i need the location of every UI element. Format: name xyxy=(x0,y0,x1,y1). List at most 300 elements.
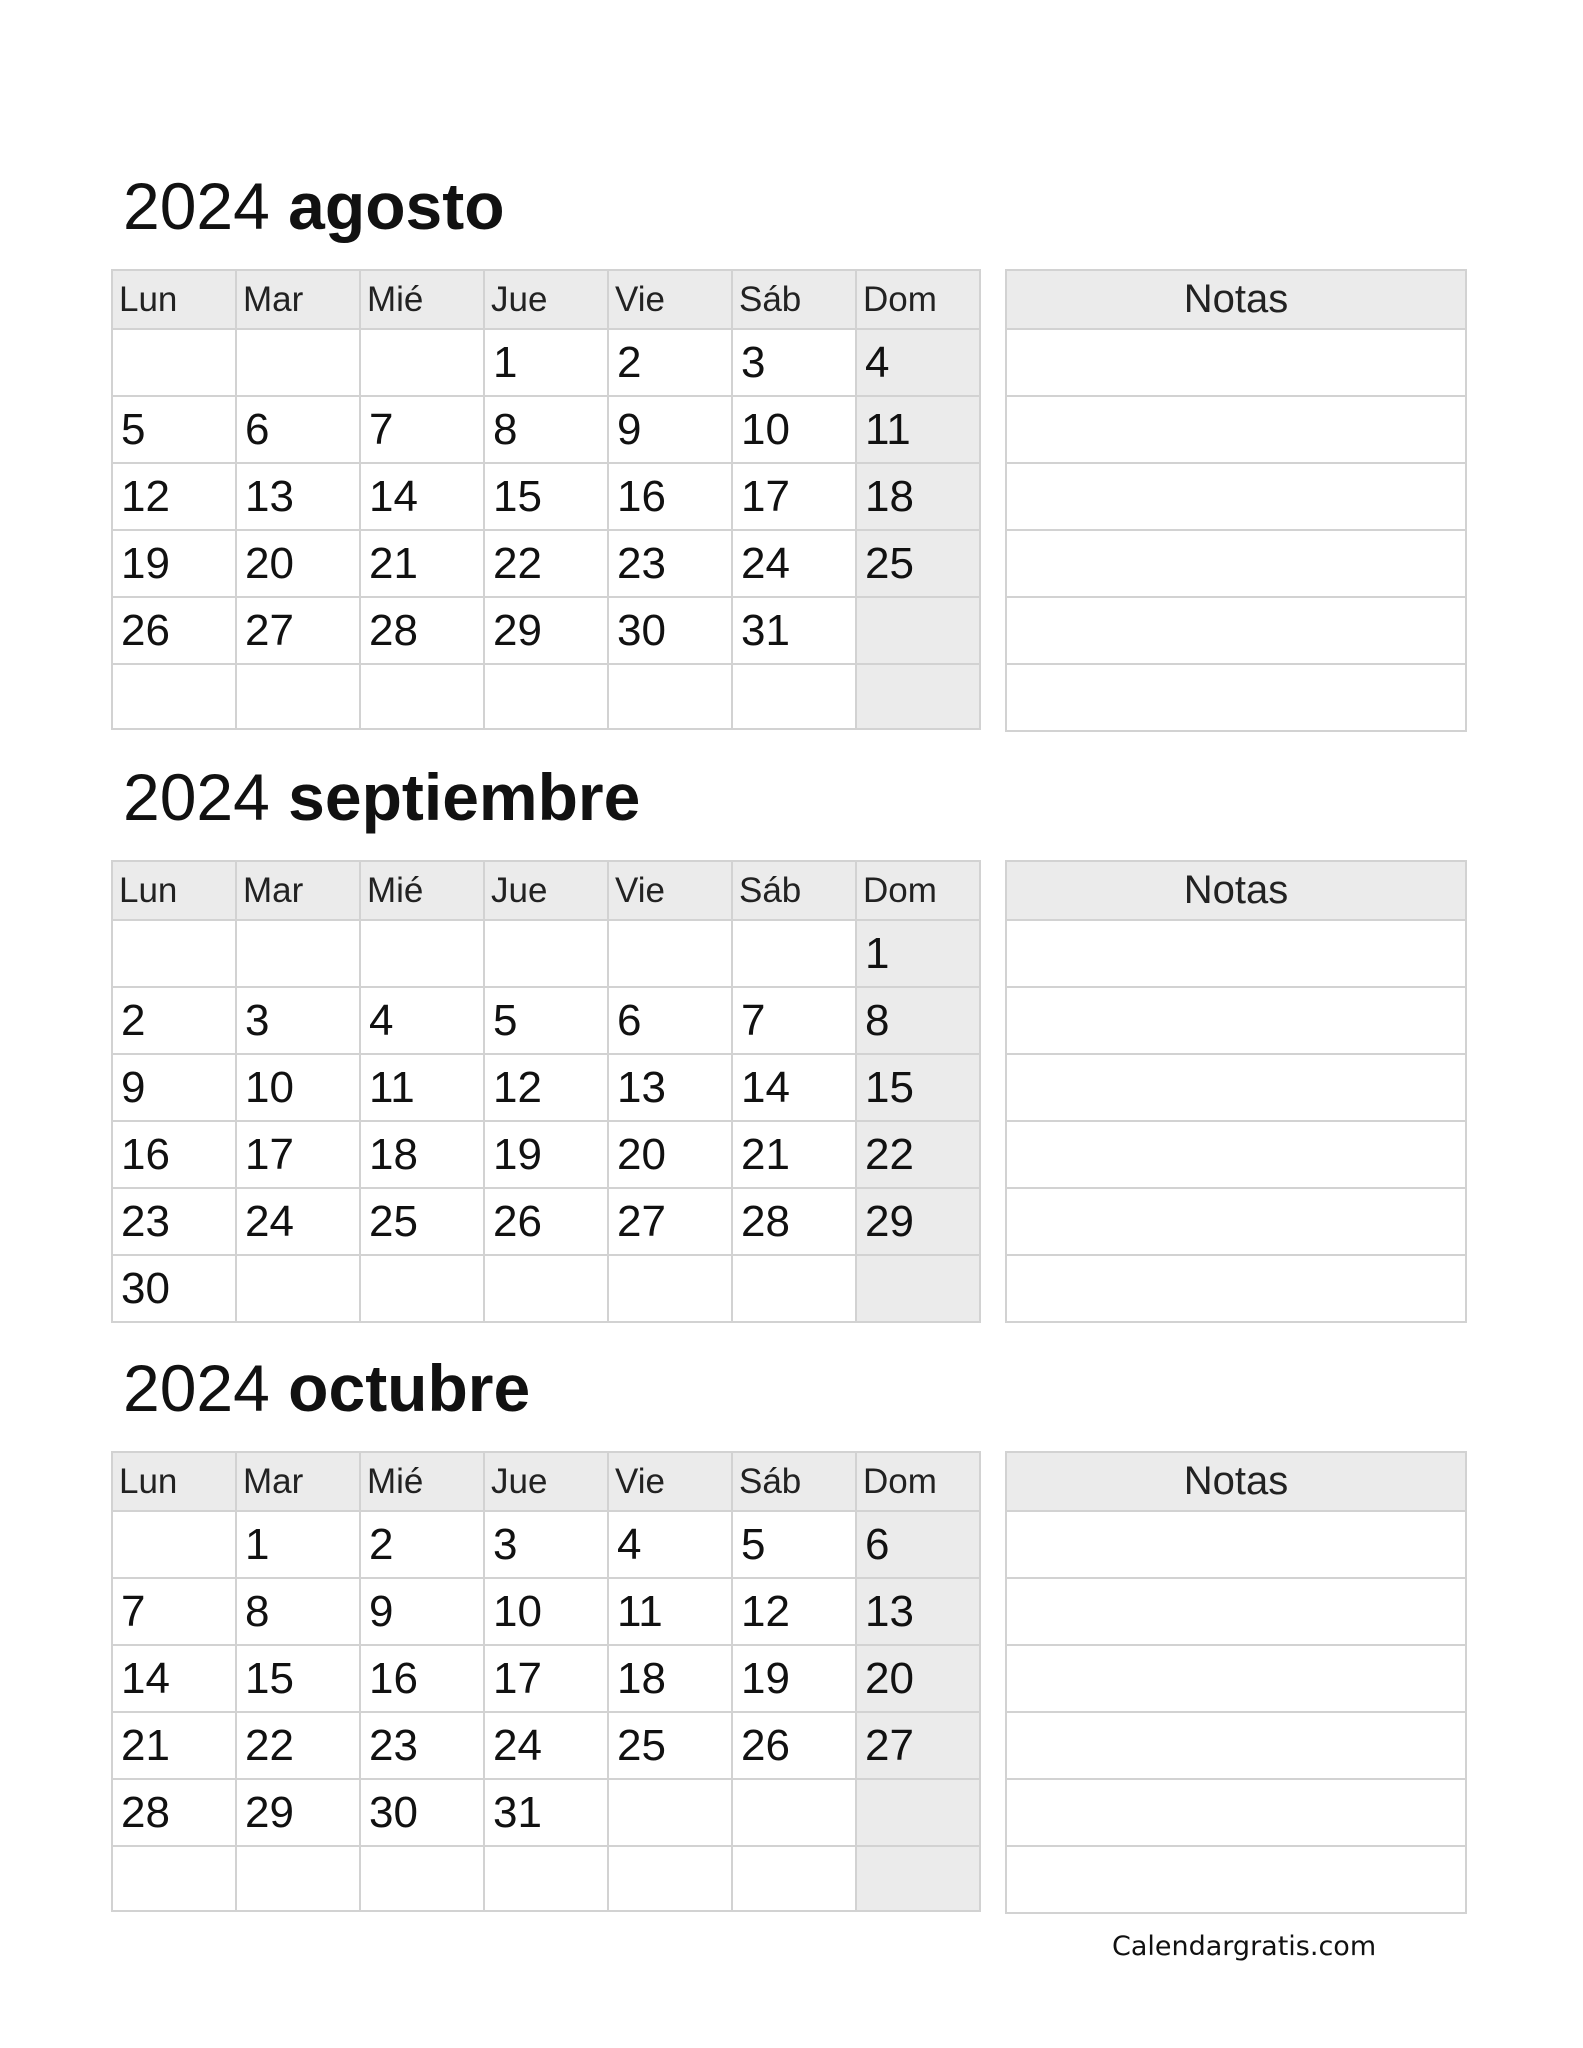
notes-line-cell xyxy=(1006,1255,1466,1322)
day-cell xyxy=(236,530,360,597)
notes-line xyxy=(1006,1121,1466,1188)
month-year: 2024 xyxy=(123,1351,270,1425)
day-number: 15 xyxy=(493,472,542,521)
notes-line xyxy=(1006,1054,1466,1121)
day-number: 5 xyxy=(121,405,146,454)
notes-line xyxy=(1006,396,1466,463)
notes-label: Notas xyxy=(1006,270,1466,329)
day-number: 2 xyxy=(369,1520,394,1569)
day-number: 7 xyxy=(741,996,766,1045)
day-cell xyxy=(360,1712,484,1779)
day-cell xyxy=(484,987,608,1054)
day-cell-sunday xyxy=(856,1712,980,1779)
week-row xyxy=(112,920,980,987)
day-number: 25 xyxy=(617,1721,666,1770)
day-number: 1 xyxy=(493,338,518,387)
day-cell-sunday xyxy=(856,1255,980,1322)
day-number: 18 xyxy=(617,1654,666,1703)
weekday-header-row xyxy=(112,270,980,329)
day-cell xyxy=(112,1645,236,1712)
day-cell xyxy=(360,463,484,530)
day-cell-sunday xyxy=(856,1779,980,1846)
weekday-header-cell xyxy=(484,1452,608,1511)
day-cell xyxy=(484,1255,608,1322)
notes-line xyxy=(1006,597,1466,664)
month-title xyxy=(123,168,505,244)
day-cell-sunday xyxy=(856,463,980,530)
day-cell xyxy=(608,1054,732,1121)
day-number: 13 xyxy=(617,1063,666,1112)
day-number: 3 xyxy=(493,1520,518,1569)
notes-label: Notas xyxy=(1006,1452,1466,1511)
day-number: 30 xyxy=(617,606,666,655)
calendar-grid xyxy=(111,860,981,1323)
month-title xyxy=(123,759,640,835)
week-row xyxy=(112,1645,980,1712)
day-number: 18 xyxy=(865,472,914,521)
weekday-label: Mié xyxy=(367,871,424,910)
day-cell xyxy=(484,664,608,729)
day-number: 11 xyxy=(617,1587,663,1636)
week-row xyxy=(112,329,980,396)
day-number: 7 xyxy=(121,1587,146,1636)
day-number: 31 xyxy=(741,606,790,655)
weekday-header-cell xyxy=(360,1452,484,1511)
weekday-label: Mar xyxy=(243,1462,304,1501)
month-name: octubre xyxy=(288,1351,531,1425)
day-number: 1 xyxy=(865,929,890,978)
weekday-header-row xyxy=(112,1452,980,1511)
day-cell xyxy=(360,396,484,463)
day-number: 1 xyxy=(245,1520,270,1569)
notes-line xyxy=(1006,920,1466,987)
day-number: 15 xyxy=(245,1654,294,1703)
day-cell xyxy=(608,396,732,463)
notes-line xyxy=(1006,1511,1466,1578)
notes-line-cell xyxy=(1006,463,1466,530)
day-cell xyxy=(112,664,236,729)
day-cell xyxy=(112,1846,236,1911)
site-credit: Calendargratis.com xyxy=(1112,1931,1377,1962)
day-cell xyxy=(360,1054,484,1121)
day-cell xyxy=(484,463,608,530)
day-cell xyxy=(112,1188,236,1255)
day-number: 4 xyxy=(369,996,394,1045)
weekday-header-cell xyxy=(236,1452,360,1511)
month-name: agosto xyxy=(288,169,505,243)
day-number: 30 xyxy=(121,1264,170,1313)
day-number: 19 xyxy=(493,1130,542,1179)
day-cell xyxy=(484,1645,608,1712)
week-row xyxy=(112,987,980,1054)
day-number: 7 xyxy=(369,405,394,454)
week-row xyxy=(112,1054,980,1121)
day-cell xyxy=(112,1511,236,1578)
day-cell xyxy=(360,1846,484,1911)
day-cell xyxy=(360,1779,484,1846)
day-cell xyxy=(732,1779,856,1846)
day-cell xyxy=(608,1779,732,1846)
weekday-label: Mié xyxy=(367,1462,424,1501)
day-number: 23 xyxy=(617,539,666,588)
day-number: 21 xyxy=(121,1721,170,1770)
week-row xyxy=(112,597,980,664)
day-number: 16 xyxy=(617,472,666,521)
week-row xyxy=(112,664,980,729)
weekday-label: Lun xyxy=(119,871,178,910)
notes-line xyxy=(1006,1846,1466,1913)
day-cell xyxy=(484,1511,608,1578)
day-number: 15 xyxy=(865,1063,914,1112)
week-row xyxy=(112,1121,980,1188)
weekday-label: Vie xyxy=(615,1462,665,1501)
day-number: 14 xyxy=(121,1654,170,1703)
notes-line-cell xyxy=(1006,1054,1466,1121)
day-cell xyxy=(608,920,732,987)
weekday-label: Dom xyxy=(863,280,937,319)
day-cell xyxy=(608,1121,732,1188)
weekday-label: Vie xyxy=(615,871,665,910)
day-number: 14 xyxy=(369,472,418,521)
day-cell xyxy=(608,597,732,664)
day-number: 23 xyxy=(121,1197,170,1246)
day-number: 9 xyxy=(369,1587,394,1636)
notes-line-cell xyxy=(1006,1511,1466,1578)
day-cell xyxy=(484,530,608,597)
month-year: 2024 xyxy=(123,169,270,243)
weekday-header-cell xyxy=(856,861,980,920)
weekday-label: Mar xyxy=(243,871,304,910)
day-number: 13 xyxy=(865,1587,914,1636)
day-cell xyxy=(236,597,360,664)
day-cell xyxy=(732,1054,856,1121)
day-number: 26 xyxy=(121,606,170,655)
day-cell xyxy=(732,1511,856,1578)
day-cell xyxy=(484,920,608,987)
day-number: 18 xyxy=(369,1130,418,1179)
day-cell xyxy=(112,1054,236,1121)
notes-line xyxy=(1006,463,1466,530)
day-cell xyxy=(236,1846,360,1911)
day-number: 2 xyxy=(121,996,146,1045)
notes-line-cell xyxy=(1006,396,1466,463)
notes-label: Notas xyxy=(1006,861,1466,920)
notes-line xyxy=(1006,1779,1466,1846)
notes-line xyxy=(1006,987,1466,1054)
day-number: 29 xyxy=(865,1197,914,1246)
week-row xyxy=(112,530,980,597)
day-number: 30 xyxy=(369,1788,418,1837)
calendar-grid xyxy=(111,1451,981,1912)
day-number: 4 xyxy=(865,338,890,387)
day-cell xyxy=(608,530,732,597)
day-cell xyxy=(112,530,236,597)
day-cell xyxy=(112,1779,236,1846)
day-cell xyxy=(732,329,856,396)
day-number: 24 xyxy=(493,1721,542,1770)
notes-line-cell xyxy=(1006,1712,1466,1779)
day-cell xyxy=(732,1255,856,1322)
weekday-header-cell xyxy=(484,861,608,920)
notes-line-cell xyxy=(1006,530,1466,597)
day-cell xyxy=(236,329,360,396)
day-cell-sunday xyxy=(856,1121,980,1188)
day-number: 17 xyxy=(493,1654,542,1703)
day-cell xyxy=(608,1645,732,1712)
day-cell xyxy=(732,530,856,597)
month-title xyxy=(123,1350,530,1426)
day-number: 10 xyxy=(493,1587,542,1636)
day-number: 27 xyxy=(617,1197,666,1246)
day-cell xyxy=(732,664,856,729)
day-cell xyxy=(608,1511,732,1578)
weekday-header-cell xyxy=(360,270,484,329)
notes-line-cell xyxy=(1006,1188,1466,1255)
day-cell xyxy=(236,920,360,987)
day-number: 5 xyxy=(741,1520,766,1569)
day-cell xyxy=(360,530,484,597)
notes-line xyxy=(1006,664,1466,731)
day-cell xyxy=(608,1188,732,1255)
notes-line xyxy=(1006,1712,1466,1779)
day-number: 24 xyxy=(741,539,790,588)
day-number: 29 xyxy=(245,1788,294,1837)
weekday-label: Lun xyxy=(119,280,178,319)
day-number: 11 xyxy=(865,405,911,454)
day-cell xyxy=(608,664,732,729)
day-number: 14 xyxy=(741,1063,790,1112)
day-number: 4 xyxy=(617,1520,642,1569)
notes-line xyxy=(1006,1255,1466,1322)
day-cell xyxy=(112,920,236,987)
notes-line xyxy=(1006,329,1466,396)
weekday-header-cell xyxy=(112,270,236,329)
week-row xyxy=(112,463,980,530)
day-cell xyxy=(608,987,732,1054)
notes-box xyxy=(1005,269,1467,732)
notes-line-cell xyxy=(1006,664,1466,731)
weekday-header-cell xyxy=(112,1452,236,1511)
week-row xyxy=(112,1578,980,1645)
week-row xyxy=(112,1712,980,1779)
day-cell xyxy=(112,1578,236,1645)
day-number: 26 xyxy=(741,1721,790,1770)
day-cell xyxy=(360,1511,484,1578)
notes-line xyxy=(1006,1188,1466,1255)
day-cell xyxy=(732,920,856,987)
day-number: 6 xyxy=(865,1520,890,1569)
day-number: 28 xyxy=(741,1197,790,1246)
day-cell xyxy=(732,1645,856,1712)
weekday-header-cell xyxy=(732,270,856,329)
day-cell xyxy=(360,664,484,729)
day-cell xyxy=(360,1255,484,1322)
day-cell xyxy=(608,1255,732,1322)
weekday-header-cell xyxy=(856,270,980,329)
day-cell xyxy=(236,1578,360,1645)
week-row xyxy=(112,1846,980,1911)
day-number: 12 xyxy=(121,472,170,521)
week-row xyxy=(112,1255,980,1322)
day-cell xyxy=(360,920,484,987)
day-cell xyxy=(236,396,360,463)
weekday-label: Mar xyxy=(243,280,304,319)
day-cell xyxy=(484,1188,608,1255)
day-number: 22 xyxy=(245,1721,294,1770)
day-cell xyxy=(360,1121,484,1188)
day-cell-sunday xyxy=(856,329,980,396)
day-cell xyxy=(484,1054,608,1121)
day-number: 17 xyxy=(741,472,790,521)
notes-line-cell xyxy=(1006,597,1466,664)
weekday-label: Jue xyxy=(491,1462,548,1501)
day-cell-sunday xyxy=(856,597,980,664)
weekday-header-cell xyxy=(608,1452,732,1511)
day-cell xyxy=(112,1255,236,1322)
notes-line-cell xyxy=(1006,1779,1466,1846)
day-number: 9 xyxy=(617,405,642,454)
day-cell xyxy=(236,664,360,729)
day-number: 28 xyxy=(369,606,418,655)
day-cell xyxy=(732,1578,856,1645)
day-number: 20 xyxy=(617,1130,666,1179)
day-cell xyxy=(112,597,236,664)
day-number: 27 xyxy=(245,606,294,655)
weekday-header-cell xyxy=(236,270,360,329)
day-number: 10 xyxy=(741,405,790,454)
weekday-header-cell xyxy=(608,861,732,920)
month-year: 2024 xyxy=(123,760,270,834)
day-number: 19 xyxy=(121,539,170,588)
day-number: 22 xyxy=(865,1130,914,1179)
day-cell xyxy=(112,396,236,463)
weekday-label: Vie xyxy=(615,280,665,319)
day-number: 21 xyxy=(369,539,418,588)
week-row xyxy=(112,1779,980,1846)
day-number: 11 xyxy=(369,1063,415,1112)
day-cell xyxy=(608,1846,732,1911)
weekday-label: Jue xyxy=(491,871,548,910)
notes-line-cell xyxy=(1006,329,1466,396)
notes-line-cell xyxy=(1006,1645,1466,1712)
day-cell-sunday xyxy=(856,987,980,1054)
day-number: 17 xyxy=(245,1130,294,1179)
notes-box xyxy=(1005,1451,1467,1914)
notes-header-row xyxy=(1006,1452,1466,1511)
day-number: 8 xyxy=(493,405,518,454)
day-number: 26 xyxy=(493,1197,542,1246)
week-row xyxy=(112,1188,980,1255)
day-number: 24 xyxy=(245,1197,294,1246)
day-cell xyxy=(484,1779,608,1846)
day-number: 3 xyxy=(741,338,766,387)
notes-line xyxy=(1006,1578,1466,1645)
weekday-label: Mié xyxy=(367,280,424,319)
day-number: 29 xyxy=(493,606,542,655)
day-number: 8 xyxy=(865,996,890,1045)
weekday-header-cell xyxy=(484,270,608,329)
day-number: 23 xyxy=(369,1721,418,1770)
weekday-label: Sáb xyxy=(739,280,802,319)
day-cell xyxy=(732,597,856,664)
day-number: 9 xyxy=(121,1063,146,1112)
day-cell-sunday xyxy=(856,664,980,729)
week-row xyxy=(112,396,980,463)
day-cell xyxy=(112,1712,236,1779)
weekday-header-row xyxy=(112,861,980,920)
day-cell-sunday xyxy=(856,1188,980,1255)
notes-box xyxy=(1005,860,1467,1323)
day-cell xyxy=(608,463,732,530)
day-number: 31 xyxy=(493,1788,542,1837)
day-cell xyxy=(484,1712,608,1779)
day-cell xyxy=(484,1578,608,1645)
notes-line-cell xyxy=(1006,1846,1466,1913)
day-cell xyxy=(360,597,484,664)
day-cell xyxy=(484,396,608,463)
weekday-header-cell xyxy=(732,1452,856,1511)
day-number: 8 xyxy=(245,1587,270,1636)
day-cell xyxy=(360,329,484,396)
day-number: 16 xyxy=(121,1130,170,1179)
day-cell xyxy=(360,987,484,1054)
day-cell-sunday xyxy=(856,1846,980,1911)
day-cell xyxy=(732,987,856,1054)
day-cell xyxy=(112,1121,236,1188)
day-cell-sunday xyxy=(856,530,980,597)
day-number: 20 xyxy=(865,1654,914,1703)
day-cell xyxy=(732,463,856,530)
day-number: 3 xyxy=(245,996,270,1045)
day-cell xyxy=(236,1779,360,1846)
day-cell xyxy=(236,1511,360,1578)
weekday-header-cell xyxy=(112,861,236,920)
day-cell-sunday xyxy=(856,1511,980,1578)
day-cell xyxy=(484,597,608,664)
day-cell xyxy=(112,329,236,396)
day-cell xyxy=(236,1188,360,1255)
day-cell xyxy=(732,1846,856,1911)
day-cell xyxy=(608,1578,732,1645)
notes-line-cell xyxy=(1006,987,1466,1054)
day-cell xyxy=(236,1054,360,1121)
day-cell xyxy=(484,1121,608,1188)
day-cell xyxy=(236,1645,360,1712)
day-cell xyxy=(732,1121,856,1188)
day-cell xyxy=(608,329,732,396)
calendar-grid xyxy=(111,269,981,730)
notes-line xyxy=(1006,1645,1466,1712)
weekday-label: Dom xyxy=(863,1462,937,1501)
day-number: 10 xyxy=(245,1063,294,1112)
day-cell xyxy=(112,987,236,1054)
notes-header-row xyxy=(1006,861,1466,920)
day-number: 25 xyxy=(369,1197,418,1246)
day-number: 5 xyxy=(493,996,518,1045)
day-cell xyxy=(236,463,360,530)
day-cell xyxy=(236,1712,360,1779)
notes-line-cell xyxy=(1006,920,1466,987)
day-cell xyxy=(732,396,856,463)
day-cell xyxy=(360,1578,484,1645)
day-number: 13 xyxy=(245,472,294,521)
day-number: 28 xyxy=(121,1788,170,1837)
weekday-label: Lun xyxy=(119,1462,178,1501)
day-number: 2 xyxy=(617,338,642,387)
day-number: 12 xyxy=(741,1587,790,1636)
weekday-label: Jue xyxy=(491,280,548,319)
week-row xyxy=(112,1511,980,1578)
